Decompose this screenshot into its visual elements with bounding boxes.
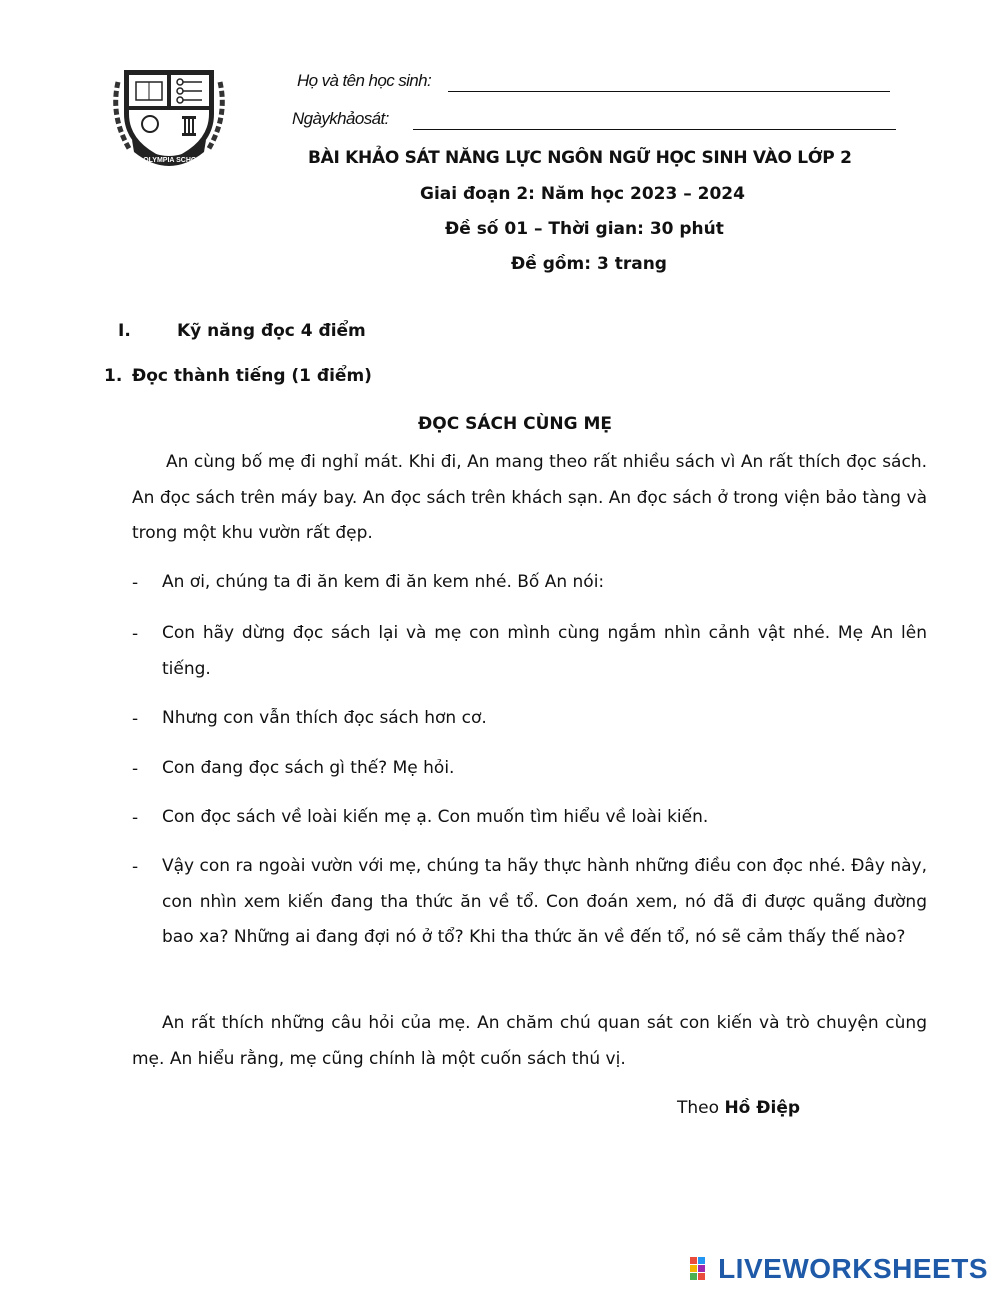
dialogue-line: Con đọc sách về loài kiến mẹ ạ. Con muốn tìm hiểu về loài kiến. [162, 807, 709, 827]
pages-info: Đề gồm: 3 trang [511, 254, 667, 274]
story-intro-paragraph: An cùng bố mẹ đi nghỉ mát. Khi đi, An mang theo rất nhiều sách vì An rất thích đọc sách. An đọc sách trên máy bay. An đọc sách trên khách sạn. An đọc sách ở trong viện bảo tàng và trong một khu vườn rất đẹp. [132, 452, 927, 543]
liveworksheets-brand: LIVEWORKSHEETS [718, 1253, 988, 1284]
survey-date-field[interactable] [413, 129, 896, 130]
source-author: Hồ Điệp [724, 1098, 801, 1118]
exam-info: Đề số 01 – Thời gian: 30 phút [445, 219, 724, 239]
story-source [677, 1098, 800, 1118]
dialogue-dash: - [132, 808, 139, 828]
dialogue-dash: - [132, 624, 139, 644]
dialogue-line: Con hãy dừng đọc sách lại và mẹ con mình cùng ngắm nhìn cảnh vật nhé. Mẹ An lên tiếng. [162, 623, 927, 679]
school-crest-logo [108, 62, 230, 174]
dialogue-line: An ơi, chúng ta đi ăn kem đi ăn kem nhé. Bố An nói: [162, 572, 605, 592]
svg-text:THE OLYMPIA SCHOOLS: THE OLYMPIA SCHOOLS [127, 157, 211, 164]
section-title: Kỹ năng đọc 4 điểm [177, 321, 366, 341]
student-name-field[interactable] [448, 91, 890, 92]
source-prefix: Theo [677, 1098, 720, 1118]
dialogue-dash: - [132, 573, 139, 593]
section-number: I. [118, 321, 131, 341]
survey-date-label: Ngàykhảosát: [292, 109, 389, 128]
dialogue-dash: - [132, 857, 139, 877]
dialogue-line: Vậy con ra ngoài vườn với mẹ, chúng ta hãy thực hành những điều con đọc nhé. Đây này, con nhìn xem kiến đang tha thức ăn về tổ. Con đoán xem, nó đã đi được quãng đường bao xa? Những ai đang đợi nó ở tổ? Khi tha thức ăn về đến tổ, nó sẽ cảm thấy thế nào? [162, 856, 927, 947]
liveworksheets-icon [689, 1256, 715, 1282]
student-name-label: Họ và tên học sinh: [297, 71, 432, 90]
subsection-title: Đọc thành tiếng (1 điểm) [132, 366, 372, 386]
exam-subtitle: Giai đoạn 2: Năm học 2023 – 2024 [420, 184, 745, 204]
subsection-number: 1. [104, 366, 123, 386]
exam-title: BÀI KHẢO SÁT NĂNG LỰC NGÔN NGỮ HỌC SINH VÀO LỚP 2 [308, 148, 852, 168]
liveworksheets-logo[interactable] [689, 1254, 988, 1284]
story-closing-paragraph: An rất thích những câu hỏi của mẹ. An chăm chú quan sát con kiến và trò chuyện cùng mẹ. An hiểu rằng, mẹ cũng chính là một cuốn sách thú vị. [132, 1013, 927, 1069]
dialogue-line: Con đang đọc sách gì thế? Mẹ hỏi. [162, 758, 455, 778]
dialogue-line: Nhưng con vẫn thích đọc sách hơn cơ. [162, 708, 487, 728]
dialogue-dash: - [132, 759, 139, 779]
story-title: ĐỌC SÁCH CÙNG MẸ [418, 414, 613, 434]
dialogue-dash: - [132, 709, 139, 729]
